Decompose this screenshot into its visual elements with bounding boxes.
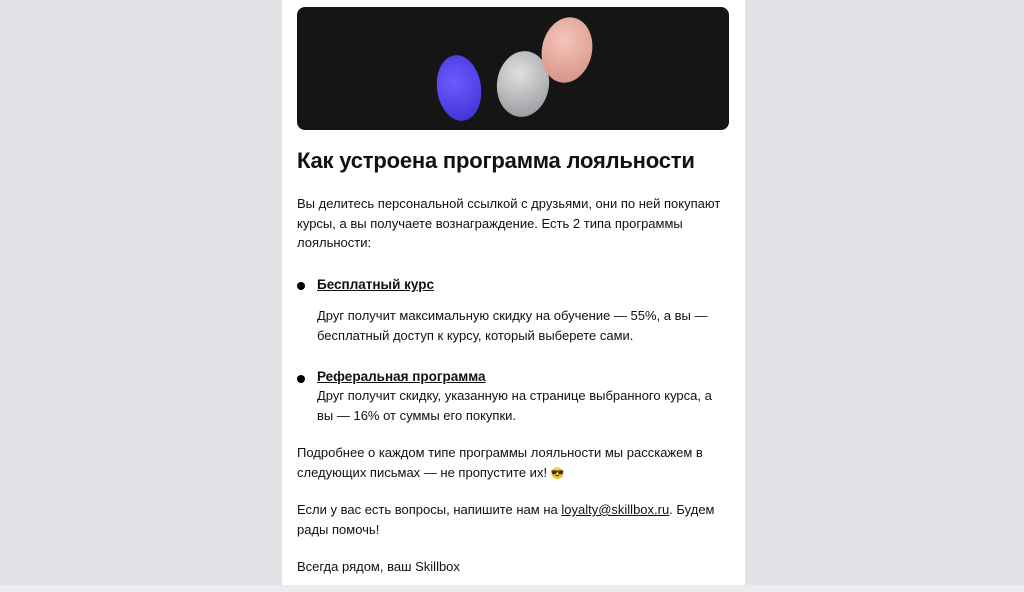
program-free-course-link[interactable]: Бесплатный курс: [317, 277, 434, 292]
contact-email-link[interactable]: loyalty@skillbox.ru: [561, 502, 670, 517]
footer-strip: [0, 585, 1024, 592]
bullet-icon: [297, 375, 305, 383]
sunglasses-emoji-icon: 😎: [550, 467, 565, 480]
email-body: [282, 0, 745, 585]
program-free-course-desc: Друг получит максимальную скидку на обучение — 55%, а вы — бесплатный доступ к курсу, который выберете сами.: [317, 308, 708, 343]
program-referral-link[interactable]: Реферальная программа: [317, 369, 486, 384]
intro-text: Вы делитесь персональной ссылкой с друзьями, они по ней покупают курсы, а вы получаете вознаграждение. Есть 2 типа программы лояльности:: [297, 196, 721, 250]
bullet-icon: [297, 282, 305, 290]
contact-text-before: Если у вас есть вопросы, напишите нам на: [297, 502, 562, 517]
program-referral-desc: Друг получит скидку, указанную на странице выбранного курса, а вы — 16% от суммы его покупки.: [317, 388, 712, 423]
more-text: [297, 443, 717, 484]
more-text-content: Подробнее о каждом типе программы лояльности мы расскажем в следующих письмах — не пропустите их!: [297, 445, 703, 480]
hero-image-coins: [297, 7, 729, 130]
coin-blue-icon: [433, 52, 486, 123]
signoff-text: Всегда рядом, ваш Skillbox: [297, 559, 460, 574]
email-title: Как устроена программа лояльности: [297, 148, 695, 173]
contact-text: [297, 500, 717, 539]
contact-text-after: . Будем рады помочь!: [297, 502, 715, 537]
